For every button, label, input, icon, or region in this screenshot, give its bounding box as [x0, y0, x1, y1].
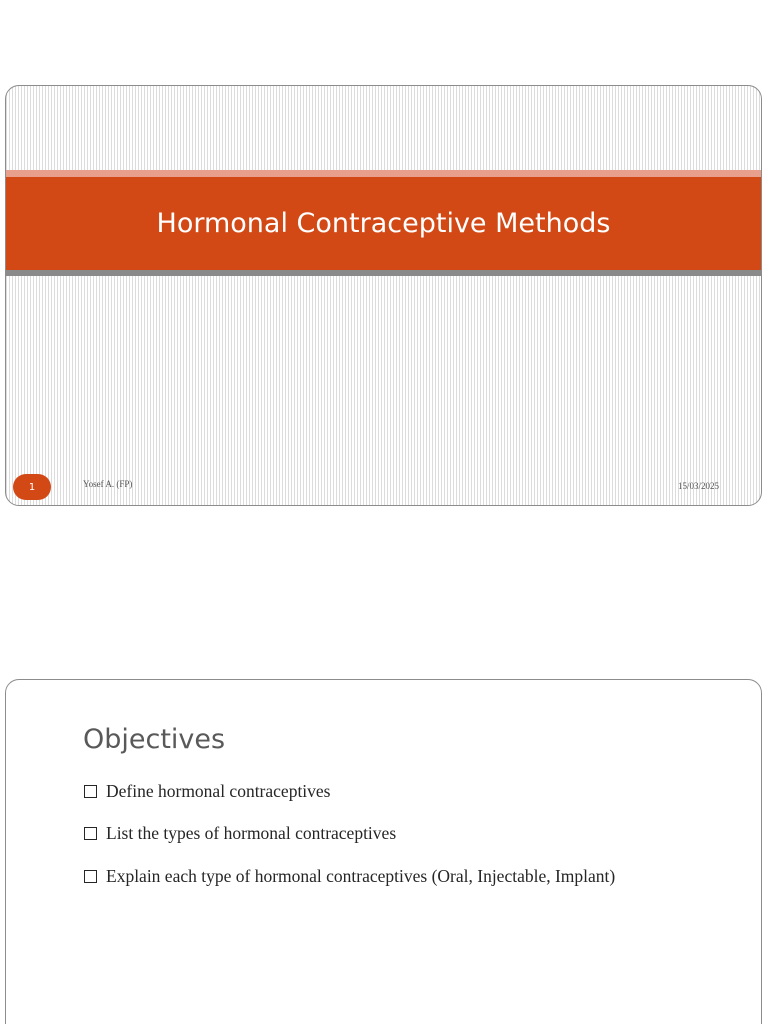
footer-date: 15/03/2025	[677, 481, 719, 491]
list-item	[84, 777, 615, 805]
list-item	[84, 862, 615, 890]
title-slide	[5, 85, 762, 506]
slide-number-badge: 1	[13, 474, 51, 500]
checkbox-icon	[84, 870, 97, 883]
list-item-text: Define hormonal contraceptives	[106, 780, 331, 801]
footer-author: Yosef A. (FP)	[83, 479, 133, 489]
list-item-text: List the types of hormonal contraceptives	[106, 823, 397, 843]
title-band-top-stripe	[6, 170, 761, 177]
objectives-slide	[5, 679, 762, 1024]
objectives-list	[84, 777, 615, 905]
title-band	[6, 177, 761, 270]
slide-heading: Objectives	[83, 724, 226, 755]
checkbox-icon	[84, 785, 97, 798]
list-item	[84, 820, 615, 848]
list-item-text: Explain each type of hormonal contraceptives (Oral, Injectable, Implant)	[106, 865, 616, 886]
title-band-bottom-stripe	[6, 270, 761, 276]
checkbox-icon	[84, 827, 97, 840]
slide-title: Hormonal Contraceptive Methods	[156, 208, 611, 239]
